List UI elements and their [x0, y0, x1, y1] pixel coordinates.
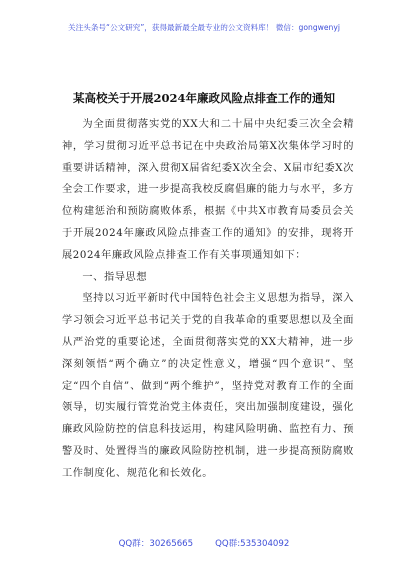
footer-qq-group-2: QQ群:535304092 — [215, 539, 290, 549]
footer-qq-group-1: QQ群：30265665 — [118, 539, 194, 549]
document-title: 某高校关于开展2024年廉政风险点排查工作的通知 — [72, 91, 335, 105]
document-body — [62, 114, 354, 485]
body-paragraph: 坚持以习近平新时代中国特色社会主义思想为指导，深入学习领会习近平总书记关于党的自我革命的重要思想以及全面从严治党的重要论述，全面贯彻落实党的XX大精神，进一步深刻领悟“两个确立”的决定性意义，增强“四个意识”、坚定“四个自信”、做到“两个维护”，坚持党对教育工作的全面领导，切实履行管党治党主体责任，突出加强制度建设，强化廉政风险防控的信息科技运用，构建风险明确、监控有力、预警及时、处置得当的廉政风险防控机制，进一步提高预防腐败工作制度化、规范化和长效化。 — [62, 293, 354, 479]
header-banner: 关注头条号“公文研究”，获得最新最全最专业的公文资料库！ 微信：gongwenyj — [68, 23, 340, 32]
section-heading: 一、指导思想 — [82, 271, 148, 283]
footer-contacts — [0, 537, 408, 549]
intro-paragraph: 为全面贯彻落实党的XX大和二十届中央纪委三次全会精神，学习贯彻习近平总书记在中央政治局第X次集体学习时的重要讲话精神，深入贯彻X届省纪委X次全会、X届市纪委X次全会工作要求，进一步提高我校反腐倡廉的能力与水平，多方位构建惩治和预防腐败体系，根据《中共X市教育局委员会关于开展2024年廉政风险点排查工作的通知》的安排，现将开展2024年廉政风险点排查工作有关事项通知如下： — [62, 119, 354, 261]
